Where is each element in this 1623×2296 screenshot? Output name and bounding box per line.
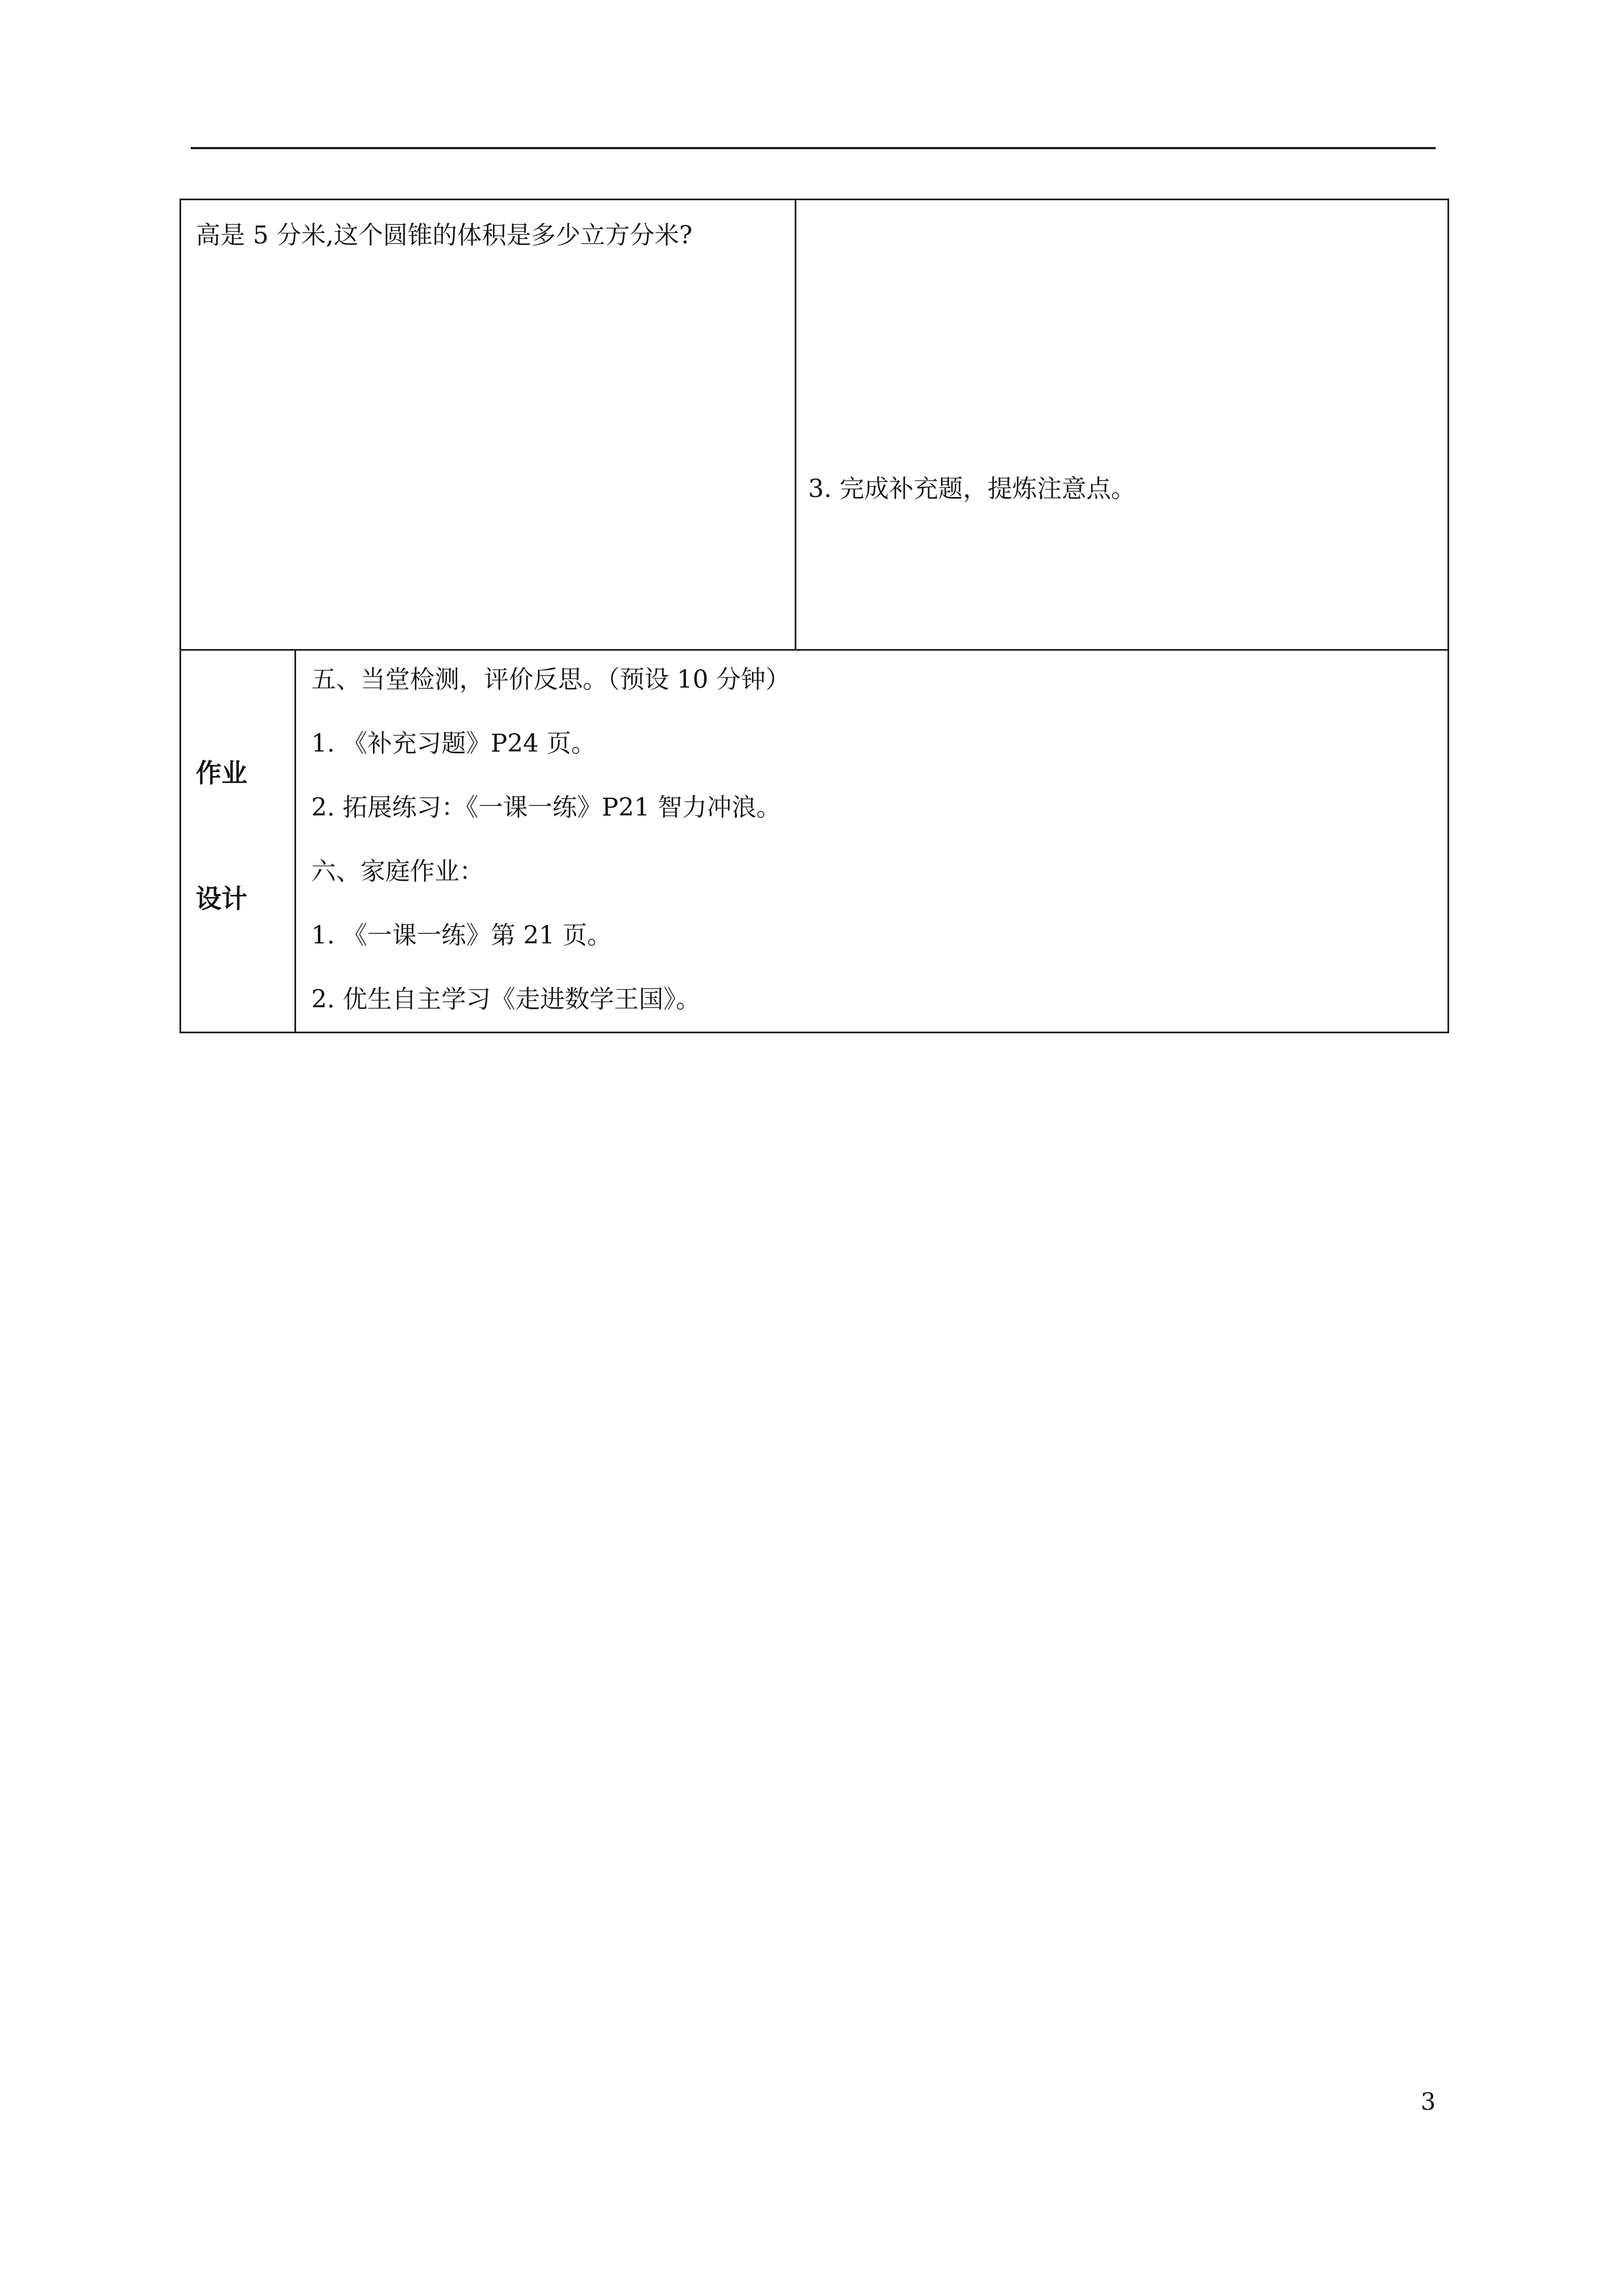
homework-item: 2. 拓展练习：《一课一练》P21 智力冲浪。 (311, 793, 781, 822)
homework-item: 1. 《一课一练》第 21 页。 (311, 921, 612, 950)
homework-label-line1: 作业 (196, 758, 247, 788)
homework-item: 五、当堂检测，评价反思。（预设 10 分钟） (311, 665, 790, 694)
header-rule (191, 147, 1436, 149)
lesson-table (179, 199, 1449, 1033)
top-column-divider (795, 200, 796, 649)
homework-item: 1. 《补充习题》P24 页。 (311, 729, 596, 758)
question-text: 高是 5 分米,这个圆锥的体积是多少立方分米? (196, 221, 693, 250)
bottom-column-divider (294, 651, 296, 1032)
homework-item: 六、家庭作业： (311, 857, 484, 886)
homework-item: 2. 优生自主学习《走进数学王国》。 (311, 985, 700, 1014)
row-divider (181, 649, 1447, 651)
homework-label-line2: 设计 (196, 884, 247, 914)
teacher-note-text: 3. 完成补充题，提炼注意点。 (808, 475, 1136, 503)
page-number: 3 (1421, 2088, 1436, 2115)
